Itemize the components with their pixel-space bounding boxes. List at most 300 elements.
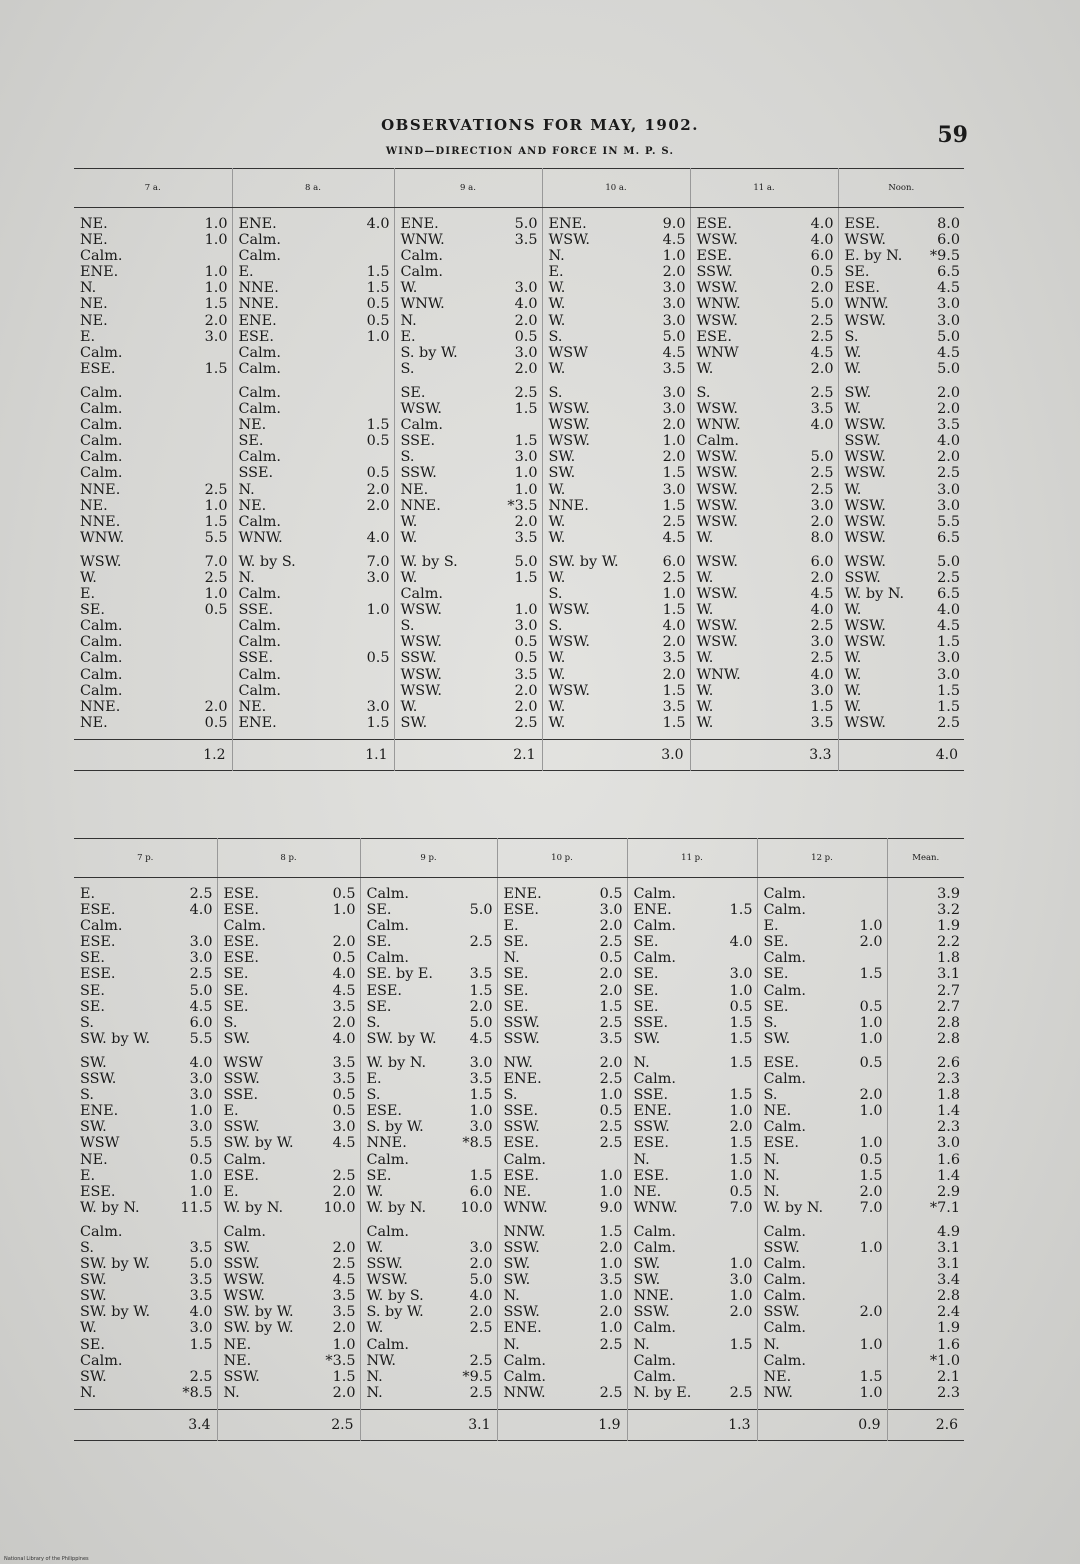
- observation-row: [80, 329, 228, 345]
- wind-direction: W. by S.: [238, 553, 296, 570]
- wind-force: 4.5: [662, 232, 686, 249]
- observation-row: [80, 1071, 213, 1087]
- wind-force: 1.0: [729, 1256, 753, 1273]
- observation-row: [239, 699, 390, 715]
- wind-force: 9.0: [662, 216, 686, 232]
- wind-force: 3.0: [469, 1239, 493, 1256]
- wind-force: 3.5: [189, 1239, 213, 1256]
- observation-column: [360, 878, 497, 1410]
- wind-direction: Calm.: [238, 248, 281, 265]
- observation-row: [845, 248, 961, 264]
- wind-direction: Calm.: [80, 401, 123, 418]
- wind-direction: SE.: [633, 966, 659, 983]
- wind-force: 5.5: [204, 529, 228, 546]
- wind-force: 2.0: [469, 1304, 493, 1321]
- wind-force: *9.5: [462, 1368, 493, 1385]
- wind-direction: WSW.: [844, 553, 886, 570]
- wind-direction: NE.: [80, 312, 108, 329]
- wind-force: 0.5: [599, 1103, 623, 1120]
- wind-force: 3.0: [662, 384, 686, 401]
- observation-row: [80, 1240, 213, 1256]
- wind-force: 3.0: [662, 280, 686, 297]
- wind-force: 3.5: [599, 1272, 623, 1289]
- wind-force: 4.0: [332, 966, 356, 983]
- observation-row: [80, 918, 213, 934]
- wind-force: 1.5: [937, 634, 960, 651]
- observation-row: [504, 934, 623, 950]
- wind-direction: S.: [400, 449, 415, 466]
- observation-row: [634, 918, 753, 934]
- wind-force: 3.0: [189, 1320, 213, 1337]
- wind-direction: WSW.: [696, 280, 738, 297]
- wind-direction: ESE.: [80, 902, 116, 919]
- observation-row: [504, 983, 623, 999]
- observation-row: [504, 1103, 623, 1119]
- wind-force: 1.0: [599, 1288, 623, 1305]
- wind-force: 3.0: [189, 1119, 213, 1136]
- observation-row: [634, 1119, 753, 1135]
- wind-force: 2.0: [366, 497, 390, 514]
- wind-direction: WSW.: [400, 634, 442, 651]
- wind-direction: SSE.: [238, 602, 274, 619]
- observation-row: [504, 886, 623, 902]
- wind-direction: WNW.: [844, 296, 889, 313]
- wind-direction: WSW.: [844, 417, 886, 434]
- mean-value: 1.4: [937, 1167, 960, 1184]
- column-mean: 1.3: [627, 1409, 757, 1440]
- observation-row: [845, 683, 961, 699]
- wind-force: 3.5: [514, 529, 538, 546]
- observation-group: [549, 385, 686, 546]
- wind-direction: W.: [844, 650, 862, 667]
- wind-direction: WSW.: [844, 714, 886, 731]
- observation-row: [845, 699, 961, 715]
- wind-force: 1.5: [514, 401, 538, 418]
- observation-row: [549, 715, 686, 731]
- observation-row: [80, 570, 228, 586]
- wind-direction: W.: [696, 602, 714, 619]
- wind-force: 1.5: [366, 714, 390, 731]
- wind-direction: SE.: [80, 998, 105, 1015]
- wind-direction: S.: [548, 586, 563, 603]
- observation-row: [367, 902, 493, 918]
- wind-force: 2.0: [859, 1304, 883, 1321]
- observation-row: [697, 296, 834, 312]
- column-mean: 2.1: [394, 739, 542, 770]
- wind-force: 1.5: [469, 1087, 493, 1104]
- observation-row: [697, 449, 834, 465]
- wind-direction: ENE.: [238, 312, 277, 329]
- observation-row: [80, 1119, 213, 1135]
- observation-row: [401, 683, 538, 699]
- wind-direction: W.: [844, 481, 862, 498]
- observation-row: [80, 715, 228, 731]
- observation-row: [697, 498, 834, 514]
- observation-row: [401, 296, 538, 312]
- wind-force: 5.0: [469, 902, 493, 919]
- wind-force: 0.5: [810, 264, 834, 281]
- wind-direction: E.: [223, 1103, 239, 1120]
- wind-direction: Calm.: [80, 417, 123, 434]
- wind-direction: S.: [763, 1087, 778, 1104]
- observation-group: [504, 886, 623, 1047]
- wind-direction: SSW.: [763, 1304, 800, 1321]
- wind-direction: N.: [366, 1368, 383, 1385]
- observation-row: [845, 345, 961, 361]
- observation-row: [239, 514, 390, 530]
- observation-row: [367, 1320, 493, 1336]
- wind-force: 1.0: [204, 586, 228, 603]
- wind-force: 3.0: [469, 1054, 493, 1071]
- wind-direction: W.: [696, 360, 714, 377]
- wind-force: 2.0: [514, 360, 538, 377]
- wind-force: 1.5: [729, 1030, 753, 1047]
- wind-direction: W. by N.: [80, 1199, 140, 1216]
- observation-row: [401, 232, 538, 248]
- wind-direction: WNW.: [400, 296, 445, 313]
- mean-row: [894, 1353, 961, 1369]
- wind-direction: SSW.: [223, 1256, 260, 1273]
- wind-force: 1.5: [729, 1087, 753, 1104]
- observation-row: [764, 1256, 883, 1272]
- wind-force: 1.5: [366, 280, 390, 297]
- observation-group: [697, 385, 834, 546]
- wind-force: 1.5: [859, 1167, 883, 1184]
- observation-row: [80, 1369, 213, 1385]
- wind-direction: ESE.: [696, 328, 732, 345]
- observation-row: [224, 1288, 356, 1304]
- wind-force: 3.5: [937, 417, 960, 434]
- wind-direction: SSW.: [503, 1239, 540, 1256]
- observation-row: [239, 449, 390, 465]
- wind-direction: Calm.: [238, 513, 281, 530]
- wind-direction: W.: [400, 569, 418, 586]
- wind-direction: W. by S.: [366, 1288, 424, 1305]
- wind-force: 1.5: [937, 682, 960, 699]
- wind-force: 1.0: [729, 1167, 753, 1184]
- observation-row: [401, 618, 538, 634]
- mean-value: 2.2: [937, 934, 960, 951]
- observation-row: [80, 401, 228, 417]
- wind-force: 2.5: [599, 1135, 623, 1152]
- wind-direction: W.: [400, 280, 418, 297]
- wind-force: 2.5: [810, 465, 834, 482]
- observation-row: [764, 1119, 883, 1135]
- observation-row: [845, 232, 961, 248]
- observation-row: [80, 554, 228, 570]
- observation-row: [504, 999, 623, 1015]
- observation-row: [634, 1272, 753, 1288]
- wind-direction: WSW.: [844, 634, 886, 651]
- observation-row: [845, 634, 961, 650]
- wind-direction: NE.: [223, 1336, 252, 1353]
- observation-row: [224, 1240, 356, 1256]
- mean-row: [894, 1031, 961, 1047]
- wind-direction: WSW.: [844, 312, 886, 329]
- wind-direction: ESE.: [80, 1183, 116, 1200]
- observation-row: [80, 385, 228, 401]
- wind-direction: Calm.: [503, 1151, 546, 1168]
- wind-force: 1.5: [662, 682, 686, 699]
- wind-force: 1.5: [662, 497, 686, 514]
- wind-force: 1.0: [332, 902, 356, 919]
- observation-row: [239, 602, 390, 618]
- observation-row: [80, 248, 228, 264]
- observation-row: [224, 999, 356, 1015]
- wind-direction: NE.: [633, 1183, 662, 1200]
- mean-row: [894, 918, 961, 934]
- wind-direction: SE.: [223, 982, 249, 999]
- mean-value: 1.9: [937, 1320, 960, 1337]
- wind-force: 4.0: [810, 232, 834, 249]
- wind-direction: Calm.: [238, 586, 281, 603]
- observation-row: [549, 449, 686, 465]
- mean-row: [894, 1071, 961, 1087]
- observation-row: [549, 498, 686, 514]
- wind-force: 3.0: [514, 449, 538, 466]
- observation-row: [239, 498, 390, 514]
- wind-force: 2.0: [859, 1087, 883, 1104]
- wind-direction: ESE.: [80, 966, 116, 983]
- wind-direction: WNW.: [696, 666, 741, 683]
- wind-direction: N.: [238, 569, 255, 586]
- observation-row: [634, 1256, 753, 1272]
- observation-row: [80, 650, 228, 666]
- observation-row: [549, 602, 686, 618]
- wind-direction: S.: [844, 328, 859, 345]
- wind-direction: SW.: [80, 1288, 107, 1305]
- wind-force: 1.5: [729, 1014, 753, 1031]
- observation-row: [764, 902, 883, 918]
- wind-direction: WNW: [696, 344, 739, 361]
- wind-direction: SSE.: [633, 1014, 669, 1031]
- column-header: 10 p.: [497, 839, 627, 878]
- wind-direction: SW.: [548, 465, 576, 482]
- observation-row: [697, 554, 834, 570]
- wind-direction: WSW.: [844, 465, 886, 482]
- wind-direction: SW. by W.: [223, 1320, 294, 1337]
- wind-direction: S.: [80, 1239, 94, 1256]
- wind-force: 0.5: [366, 650, 390, 667]
- wind-force: 7.0: [366, 553, 390, 570]
- observation-row: [504, 1184, 623, 1200]
- wind-direction: SE.: [366, 902, 392, 919]
- wind-direction: W.: [696, 529, 714, 546]
- wind-force: 1.5: [204, 360, 228, 377]
- wind-direction: WSW.: [696, 465, 738, 482]
- wind-direction: Calm.: [80, 465, 123, 482]
- observation-row: [224, 966, 356, 982]
- observation-row: [634, 1337, 753, 1353]
- observation-row: [634, 1103, 753, 1119]
- wind-direction: SE.: [763, 966, 789, 983]
- wind-force: 6.5: [937, 529, 960, 546]
- observation-group: [504, 1055, 623, 1216]
- wind-force: 1.0: [859, 1239, 883, 1256]
- observation-row: [239, 216, 390, 232]
- wind-force: 2.5: [599, 1384, 623, 1401]
- observation-row: [845, 361, 961, 377]
- wind-direction: SW.: [223, 1030, 251, 1047]
- observation-row: [80, 999, 213, 1015]
- wind-force: 5.0: [514, 553, 538, 570]
- mean-row: [894, 950, 961, 966]
- wind-direction: Calm.: [400, 264, 443, 281]
- mean-value: 2.6: [937, 1054, 960, 1071]
- wind-direction: SE.: [844, 264, 870, 281]
- wind-direction: SSW.: [400, 650, 437, 667]
- observation-row: [239, 433, 390, 449]
- wind-force: 7.0: [204, 553, 228, 570]
- wind-direction: N.: [763, 1151, 780, 1168]
- wind-direction: NE.: [238, 417, 267, 434]
- observation-group: [697, 554, 834, 731]
- wind-direction: Calm.: [80, 918, 123, 935]
- wind-force: 7.0: [859, 1199, 883, 1216]
- observation-row: [224, 1168, 356, 1184]
- observation-row: [634, 1184, 753, 1200]
- wind-direction: W.: [548, 569, 566, 586]
- wind-force: 3.0: [729, 966, 753, 983]
- column-header: 9 p.: [360, 839, 497, 878]
- wind-force: 4.5: [332, 1272, 356, 1289]
- observation-group: [845, 554, 961, 731]
- wind-force: 2.0: [662, 264, 686, 281]
- observation-row: [80, 465, 228, 481]
- wind-force: 3.0: [366, 569, 390, 586]
- wind-direction: E.: [366, 1071, 382, 1088]
- wind-force: 1.0: [859, 1135, 883, 1152]
- mean-row: [894, 886, 961, 902]
- wind-force: 1.5: [729, 902, 753, 919]
- observation-row: [224, 950, 356, 966]
- wind-force: 1.0: [366, 328, 390, 345]
- wind-direction: W.: [548, 714, 566, 731]
- wind-force: 3.5: [662, 360, 686, 377]
- observation-row: [80, 634, 228, 650]
- wind-direction: SE.: [503, 966, 529, 983]
- wind-force: 1.5: [729, 1135, 753, 1152]
- mean-row: [894, 1304, 961, 1320]
- observation-row: [634, 1031, 753, 1047]
- observation-group: [224, 1055, 356, 1216]
- wind-force: 0.5: [859, 998, 883, 1015]
- wind-direction: Calm.: [223, 918, 266, 935]
- wind-direction: NE.: [223, 1352, 252, 1369]
- wind-direction: S.: [366, 1087, 381, 1104]
- observation-row: [845, 329, 961, 345]
- observation-row: [764, 950, 883, 966]
- observation-row: [401, 498, 538, 514]
- wind-direction: NW.: [763, 1384, 793, 1401]
- observation-row: [367, 1369, 493, 1385]
- observation-row: [80, 934, 213, 950]
- observation-row: [845, 498, 961, 514]
- wind-direction: NE.: [763, 1368, 792, 1385]
- wind-direction: NE.: [80, 232, 108, 249]
- wind-direction: SSE.: [400, 433, 436, 450]
- wind-force: 4.5: [810, 586, 834, 603]
- wind-direction: W.: [548, 296, 566, 313]
- wind-force: 3.0: [189, 934, 213, 951]
- observation-row: [239, 715, 390, 731]
- observation-row: [401, 449, 538, 465]
- wind-direction: SW. by W.: [548, 553, 619, 570]
- wind-force: 3.5: [332, 1054, 356, 1071]
- observation-row: [504, 1200, 623, 1216]
- observation-row: [764, 1103, 883, 1119]
- column-mean: 1.1: [232, 739, 394, 770]
- mean-value: 2.3: [937, 1119, 960, 1136]
- wind-force: 2.0: [810, 569, 834, 586]
- wind-direction: Calm.: [238, 384, 281, 401]
- wind-force: 4.5: [469, 1030, 493, 1047]
- wind-direction: WSW.: [696, 481, 738, 498]
- observation-row: [634, 1135, 753, 1151]
- wind-direction: NNE.: [633, 1288, 674, 1305]
- wind-force: 2.5: [599, 1071, 623, 1088]
- wind-direction: SSW.: [633, 1119, 670, 1136]
- observation-row: [80, 1087, 213, 1103]
- wind-direction: S.: [80, 1087, 94, 1104]
- wind-direction: Calm.: [633, 1352, 676, 1369]
- observation-row: [80, 667, 228, 683]
- observation-row: [697, 264, 834, 280]
- wind-force: 5.0: [810, 449, 834, 466]
- observation-row: [764, 999, 883, 1015]
- wind-force: 2.5: [810, 312, 834, 329]
- observation-group: [367, 1224, 493, 1401]
- wind-force: 0.5: [514, 650, 538, 667]
- observation-group: [80, 1224, 213, 1401]
- wind-force: 2.0: [332, 1239, 356, 1256]
- wind-direction: Calm.: [80, 384, 123, 401]
- wind-direction: S.: [548, 618, 563, 635]
- wind-force: 1.0: [204, 497, 228, 514]
- wind-force: 0.5: [366, 465, 390, 482]
- observation-row: [401, 216, 538, 232]
- wind-direction: NE.: [503, 1183, 532, 1200]
- wind-force: 2.5: [810, 481, 834, 498]
- observation-row: [549, 417, 686, 433]
- wind-force: 2.0: [599, 982, 623, 999]
- wind-direction: SE.: [366, 1167, 392, 1184]
- wind-direction: ESE.: [223, 1167, 259, 1184]
- wind-direction: NW.: [503, 1054, 533, 1071]
- mean-value: 3.1: [937, 1239, 960, 1256]
- observation-row: [80, 232, 228, 248]
- observation-row: [239, 667, 390, 683]
- observation-row: [845, 650, 961, 666]
- wind-force: 0.5: [599, 950, 623, 967]
- observation-row: [224, 1385, 356, 1401]
- wind-force: 4.0: [937, 433, 960, 450]
- wind-direction: Calm.: [763, 982, 806, 999]
- observation-row: [634, 1320, 753, 1336]
- observation-row: [634, 1152, 753, 1168]
- wind-direction: WSW.: [548, 401, 590, 418]
- observation-row: [80, 699, 228, 715]
- observation-row: [367, 1337, 493, 1353]
- observation-row: [764, 1272, 883, 1288]
- wind-force: 4.5: [810, 344, 834, 361]
- wind-force: 7.0: [729, 1199, 753, 1216]
- observation-row: [549, 232, 686, 248]
- wind-force: *8.5: [462, 1135, 493, 1152]
- wind-direction: Calm.: [238, 232, 281, 249]
- mean-row: [894, 1256, 961, 1272]
- observation-column: [757, 878, 887, 1410]
